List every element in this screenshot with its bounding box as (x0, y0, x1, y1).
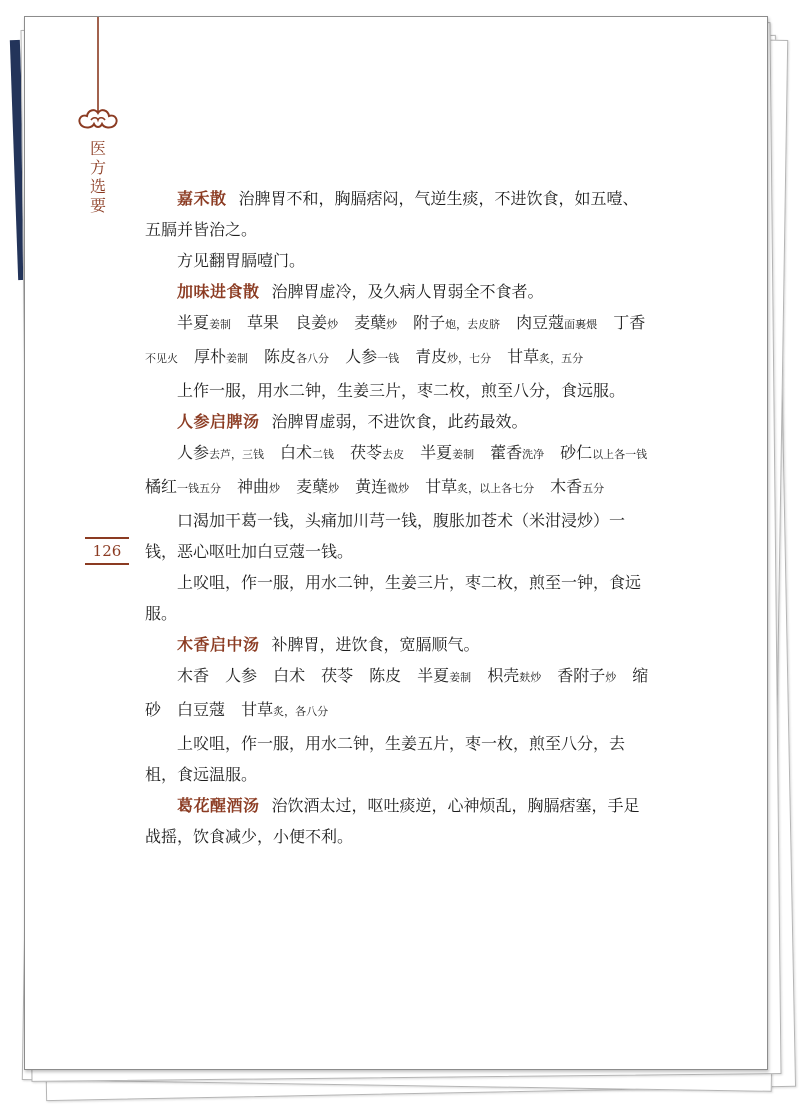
ingredient-note: 一钱 (377, 352, 400, 365)
formula-paragraph (145, 629, 649, 660)
ingredient-name: 陈皮 (369, 666, 402, 685)
ingredient-name: 甘草 (241, 700, 274, 719)
ingredient-note: 炙，五分 (539, 352, 584, 365)
ingredient-note: 炒，七分 (447, 352, 492, 365)
ingredient-name: 附子 (413, 313, 446, 332)
ingredient (420, 443, 474, 462)
ingredient (415, 347, 491, 366)
ingredient-name: 藿香 (490, 443, 523, 462)
ingredient-list (145, 437, 649, 505)
ingredient (369, 666, 401, 685)
ingredient-note: 二钱 (312, 448, 335, 461)
page-number-rule (85, 537, 129, 539)
formula-paragraph (145, 183, 649, 245)
formula-indication: 治饮酒太过，呕吐痰逆，心神烦乱，胸膈痞塞，手足战摇，饮食减少，小便不利。 (145, 796, 640, 846)
ingredient (550, 477, 604, 496)
ingredient-name: 木香 (177, 666, 210, 685)
ingredient-name: 神曲 (237, 477, 270, 496)
book-page (24, 16, 768, 1070)
page-number: 126 (92, 542, 122, 560)
ingredient-note: 姜制 (449, 671, 472, 684)
ingredient-name: 茯苓 (321, 666, 354, 685)
ingredient-name: 良姜 (295, 313, 328, 332)
ingredient-name: 半夏 (177, 313, 210, 332)
ingredient (413, 313, 500, 332)
ingredient (345, 347, 399, 366)
ingredient-list (145, 307, 649, 375)
ingredient (296, 477, 339, 496)
ingredient-name: 草果 (247, 313, 280, 332)
ingredient (487, 666, 541, 685)
ingredient (247, 313, 279, 332)
page-number-rule (85, 563, 129, 565)
ingredient-list (145, 660, 649, 728)
ingredient-name: 橘红 (145, 477, 178, 496)
ingredient-name: 茯苓 (350, 443, 383, 462)
ingredient-name: 香附子 (557, 666, 606, 685)
ingredient (237, 477, 280, 496)
ingredient-note: 炒 (386, 318, 398, 331)
ingredient-name: 木香 (550, 477, 583, 496)
ingredient (177, 443, 264, 462)
ingredient-note: 炒 (327, 318, 339, 331)
formula-title: 嘉禾散 (177, 189, 227, 208)
body-paragraph: 上㕮咀，作一服，用水二钟，生姜三片，枣二枚，煎至一钟，食远服。 (145, 573, 642, 623)
ingredient (225, 666, 257, 685)
body-paragraph: 方见翻胃膈噎门。 (177, 251, 306, 270)
ingredient-note: 各八分 (296, 352, 330, 365)
cloud-ornament-icon (73, 17, 123, 157)
ingredient (280, 443, 334, 462)
ingredient-note: 麸炒 (519, 671, 542, 684)
ingredient (560, 443, 647, 462)
ingredient-note: 一钱五分 (177, 482, 222, 495)
ingredient-note: 炮，去皮脐 (445, 318, 501, 331)
ingredient-name: 半夏 (417, 666, 450, 685)
ingredient-note: 炙，以上各七分 (457, 482, 535, 495)
ingredient (557, 666, 616, 685)
ingredient (354, 313, 397, 332)
ingredient (194, 347, 248, 366)
running-head-char: 医 (89, 139, 106, 158)
ingredient (273, 666, 305, 685)
ingredient (177, 313, 231, 332)
ingredient-name: 白术 (280, 443, 313, 462)
running-head-char: 选 (89, 177, 106, 196)
formula-title: 加味进食散 (177, 282, 260, 301)
formula-paragraph (145, 276, 649, 307)
ingredient (516, 313, 597, 332)
ingredient-note: 姜制 (226, 352, 249, 365)
ingredient-name: 半夏 (420, 443, 453, 462)
formula-paragraph (145, 790, 649, 852)
ingredient-name: 肉豆蔻 (516, 313, 565, 332)
ingredient-name: 麦蘖 (296, 477, 329, 496)
ingredient-note: 姜制 (209, 318, 232, 331)
formula-indication: 补脾胃，进饮食，宽膈顺气。 (271, 635, 480, 654)
ingredient-note: 炒 (269, 482, 281, 495)
ingredient (355, 477, 409, 496)
ingredient-note: 五分 (582, 482, 605, 495)
formula-indication: 治脾胃不和，胸膈痞闷，气逆生痰，不进饮食，如五噎、五膈并皆治之。 (145, 189, 639, 239)
ingredient-name: 人参 (345, 347, 378, 366)
ingredient (177, 700, 225, 719)
ingredient-name: 青皮 (415, 347, 448, 366)
ingredient-name: 砂仁 (560, 443, 593, 462)
formula-indication: 治脾胃虚弱，不进饮食，此药最效。 (271, 412, 528, 431)
ingredient (417, 666, 471, 685)
formula-title: 葛花醒酒汤 (177, 796, 260, 815)
ingredient (177, 666, 209, 685)
formula-title: 人参启脾汤 (177, 412, 260, 431)
ingredient (490, 443, 544, 462)
page-body (145, 183, 649, 852)
ingredient-note: 炒 (328, 482, 340, 495)
running-head (86, 139, 110, 215)
ingredient-name: 黄连 (355, 477, 388, 496)
ingredient-note: 微炒 (387, 482, 410, 495)
ingredient (425, 477, 534, 496)
formula-indication: 治脾胃虚冷，及久病人胃弱全不食者。 (271, 282, 544, 301)
ingredient-note: 面裹煨 (564, 318, 598, 331)
ingredient-note: 姜制 (452, 448, 475, 461)
running-head-char: 方 (89, 158, 106, 177)
ingredient-name: 白豆蔻 (177, 700, 226, 719)
ingredient (507, 347, 583, 366)
body-paragraph: 上作一服，用水二钟，生姜三片，枣二枚，煎至八分，食远服。 (177, 381, 626, 400)
ingredient-note: 以上各一钱 (592, 448, 648, 461)
ingredient-note: 炙，各八分 (273, 705, 329, 718)
ingredient (145, 477, 221, 496)
ingredient-name: 厚朴 (194, 347, 227, 366)
ingredient-note: 炒 (605, 671, 617, 684)
ingredient-name: 甘草 (507, 347, 540, 366)
body-paragraph: 口渴加干葛一钱，头痛加川芎一钱，腹胀加苍术（米泔浸炒）一钱，恶心呕吐加白豆蔻一钱。 (145, 511, 626, 561)
ingredient (241, 700, 328, 719)
ingredient (295, 313, 338, 332)
ingredient-name: 白术 (273, 666, 306, 685)
ingredient-name: 麦蘖 (354, 313, 387, 332)
ingredient-note: 不见火 (145, 352, 178, 365)
running-head-char: 要 (89, 196, 106, 215)
ingredient-name: 人参 (177, 443, 210, 462)
ingredient-name: 陈皮 (264, 347, 297, 366)
ingredient-name: 人参 (225, 666, 258, 685)
ingredient-name: 缩砂 (145, 666, 649, 719)
ingredient-note: 去芦，三钱 (209, 448, 265, 461)
body-paragraph: 上㕮咀，作一服，用水二钟，生姜五片，枣一枚，煎至八分，去柤，食远温服。 (145, 734, 626, 784)
ingredient-name: 甘草 (425, 477, 458, 496)
ingredient-name: 枳壳 (487, 666, 520, 685)
ingredient-name: 丁香 (613, 313, 646, 332)
formula-title: 木香启中汤 (177, 635, 260, 654)
ingredient (350, 443, 404, 462)
ingredient-note: 去皮 (382, 448, 405, 461)
ingredient (321, 666, 353, 685)
ingredient-note: 洗净 (522, 448, 545, 461)
formula-paragraph (145, 406, 649, 437)
ingredient (264, 347, 329, 366)
